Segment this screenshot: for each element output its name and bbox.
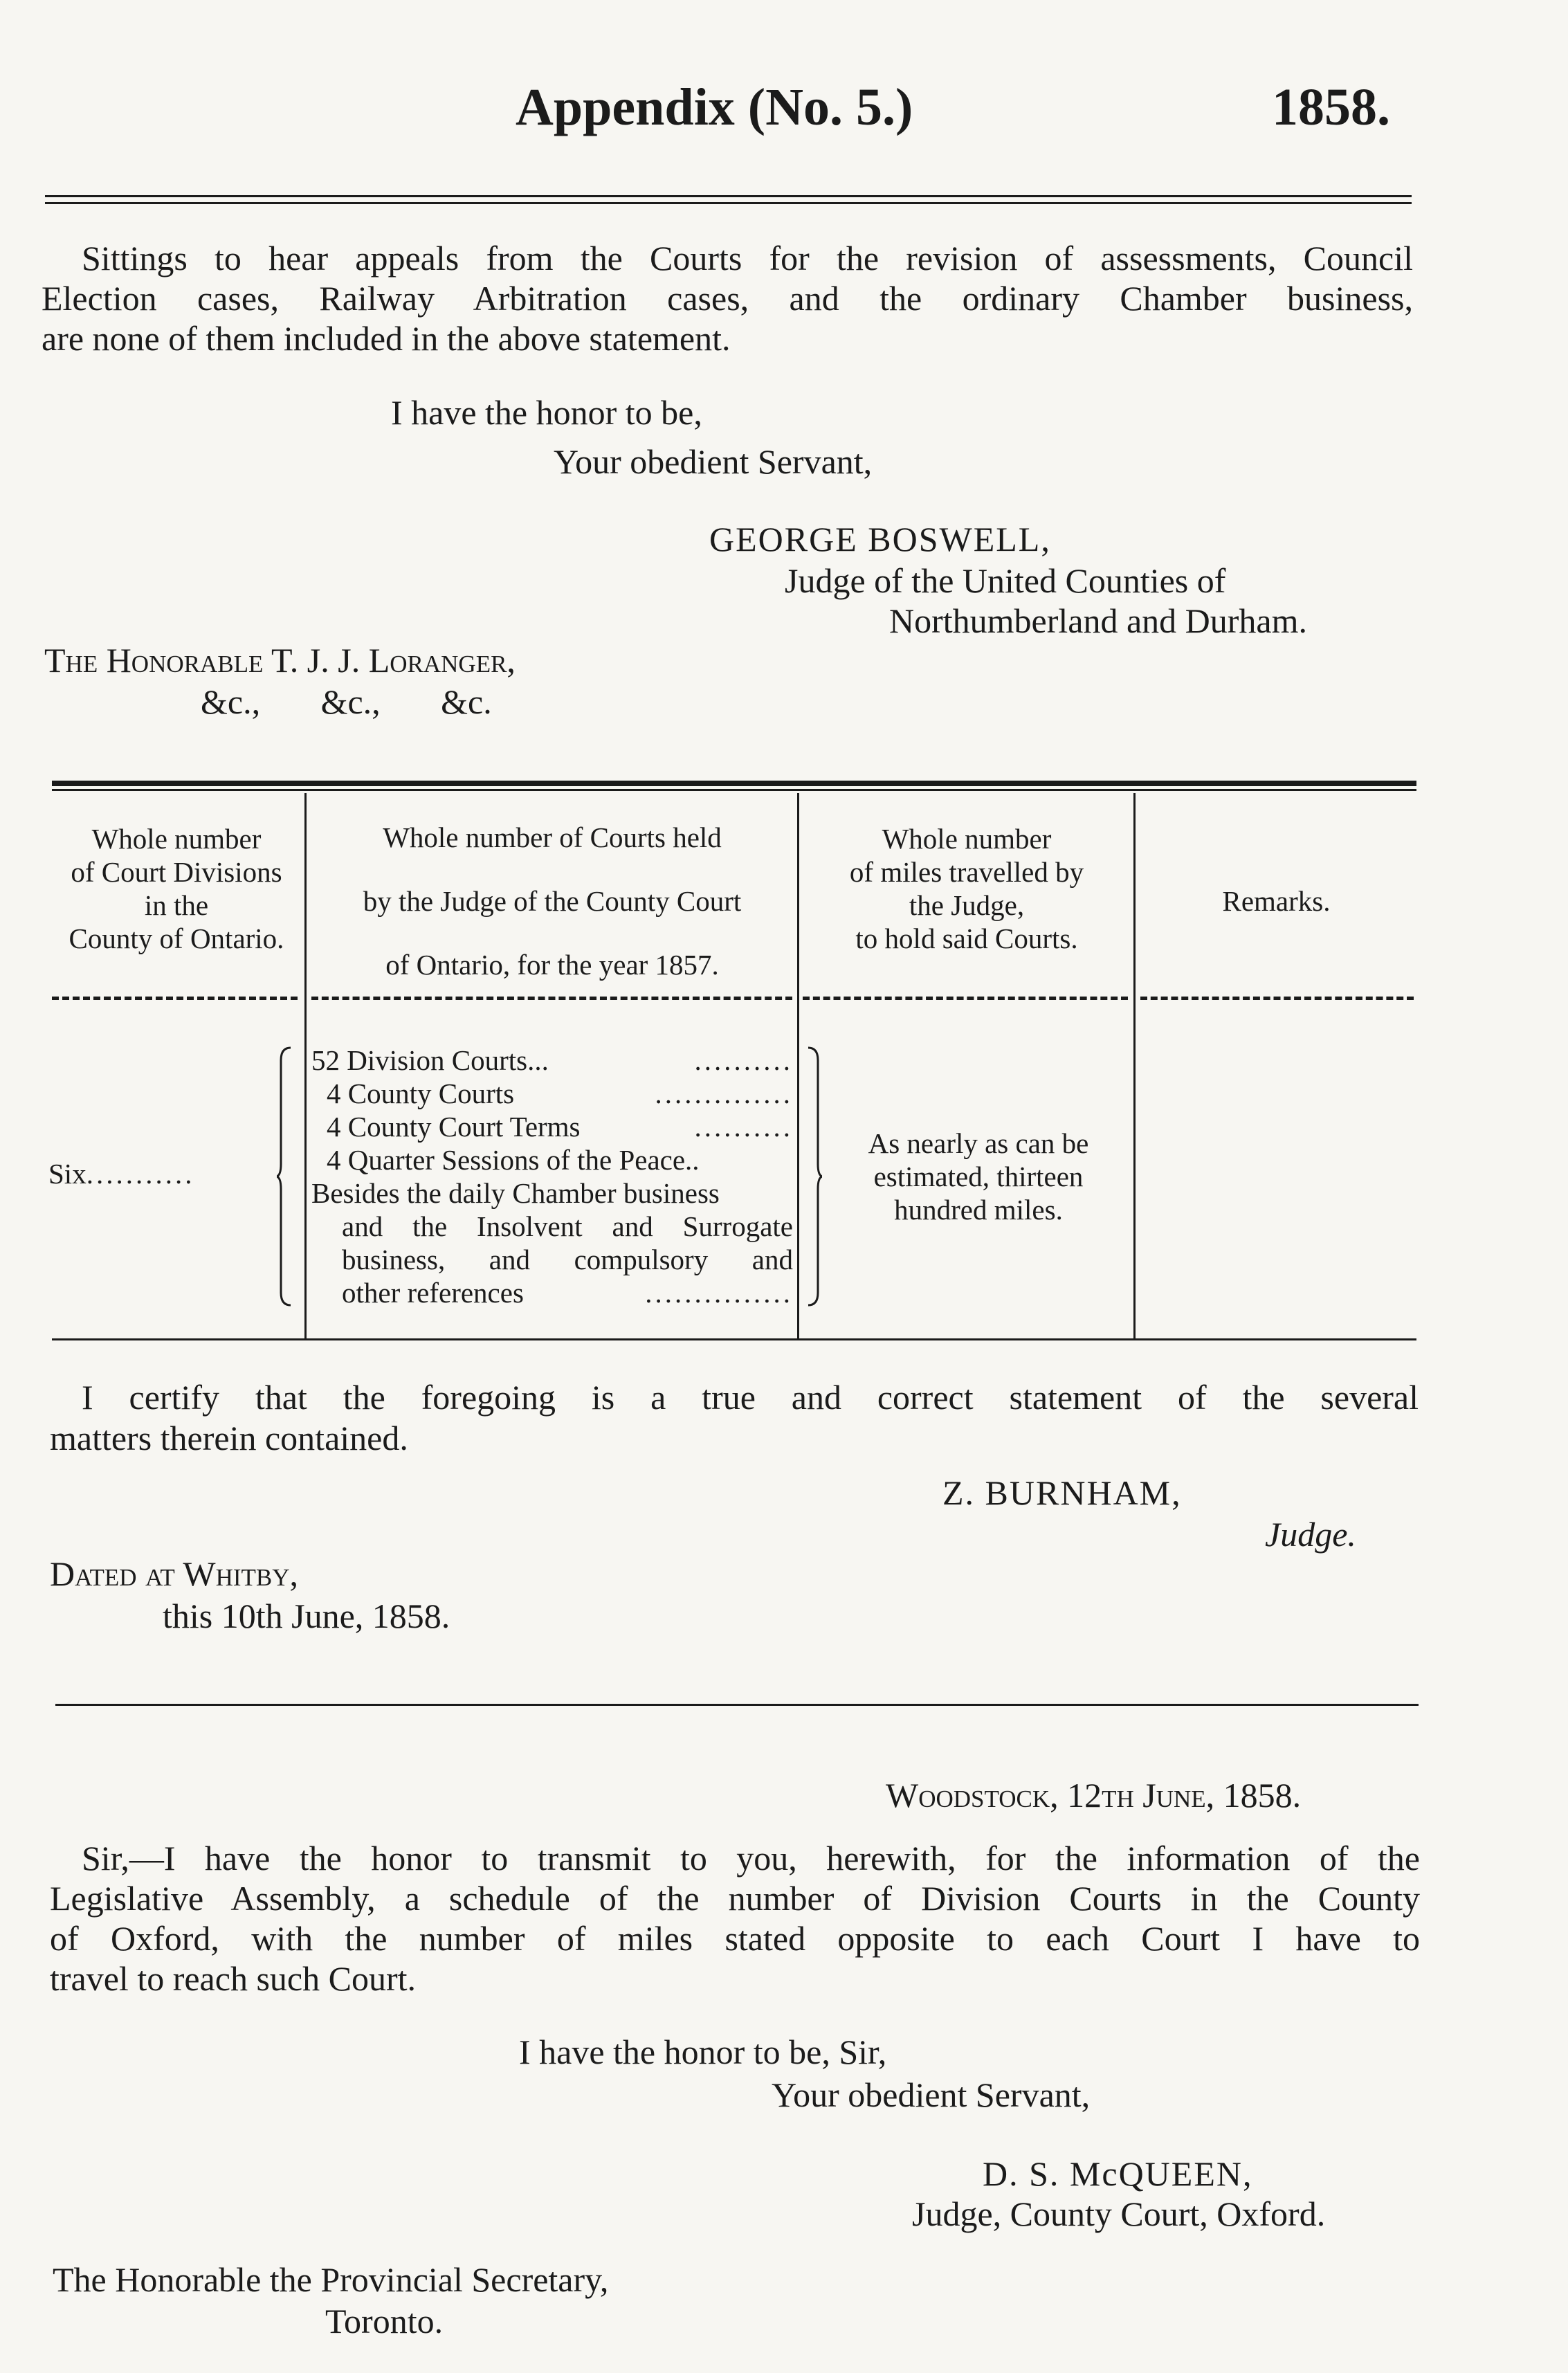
table-rule-bottom: [52, 1338, 1416, 1340]
page-year: 1858.: [1272, 78, 1390, 136]
intro-line-3: are none of them included in the above statement.: [42, 319, 731, 358]
letter1-signer: GEORGE BOSWELL,: [709, 520, 1051, 558]
certification-dated-2: this 10th June, 1858.: [163, 1597, 450, 1635]
table-rule-top-thick: [52, 781, 1416, 786]
letter1-addressee: The Honorable T. J. J. Loranger,: [44, 641, 516, 680]
letter1-closing-1: I have the honor to be,: [391, 393, 702, 432]
section-divider: [55, 1704, 1419, 1706]
certification-line-2: matters therein contained.: [50, 1419, 408, 1457]
cell-courts-held: 52 Division Courts... .......... 4 County Courts .............. 4 County Court Terms .......... 4 Quarter Sessions of the Peace.. Besides the daily Chamber business and the Insolvent and Surrogate business, and compulsory and other references ...............: [311, 1044, 793, 1309]
letter2-body-line-2: Legislative Assembly, a schedule of the number of Division Courts in the County: [50, 1879, 1420, 1918]
letter1-title-2: Northumberland and Durham.: [889, 601, 1308, 640]
certification-line-1: I certify that the foregoing is a true and correct statement of the several: [82, 1378, 1419, 1417]
table-col-divider-2: [797, 793, 799, 1340]
cell-miles-travelled: As nearly as can be estimated, thirteen hundred miles.: [868, 1127, 1089, 1226]
letter2-place-date: Woodstock, 12th June, 1858.: [886, 1776, 1302, 1815]
table-rule-top-thin: [52, 789, 1416, 791]
letter2-body-line-3: of Oxford, with the number of miles stated opposite to each Court I have to: [50, 1919, 1420, 1958]
certification-signer: Z. BURNHAM,: [942, 1473, 1182, 1512]
letter2-title: Judge, County Court, Oxford.: [912, 2194, 1326, 2233]
letter1-title-1: Judge of the United Counties of: [785, 561, 1226, 600]
col-header-court-divisions: Whole number of Court Divisions in the County of Ontario.: [69, 823, 284, 954]
certification-role: Judge.: [1265, 1515, 1356, 1554]
letter2-addressee-1: The Honorable the Provincial Secretary,: [53, 2260, 609, 2299]
page-title: Appendix (No. 5.): [516, 78, 913, 136]
letter2-body-line-1: Sir,—I have the honor to transmit to you, herewith, for the information of the: [82, 1839, 1420, 1878]
intro-line-2: Election cases, Railway Arbitration cases, and the ordinary Chamber business,: [42, 279, 1413, 318]
table-header-separator-3: [803, 997, 1128, 1000]
left-brace-icon: [277, 1046, 292, 1307]
table-header-separator-1: [52, 997, 298, 1000]
header-rule-top: [45, 195, 1412, 197]
certification-dated-1: Dated at Whitby,: [50, 1554, 299, 1593]
table-header-separator-2: [311, 997, 792, 1000]
letter2-body-line-4: travel to reach such Court.: [50, 1959, 416, 1998]
letter2-addressee-2: Toronto.: [325, 2302, 444, 2340]
col-header-remarks: Remarks.: [1222, 885, 1331, 917]
letter2-closing-1: I have the honor to be, Sir,: [519, 2033, 887, 2071]
letter1-etc: &c., &c., &c.: [201, 682, 492, 721]
table-header-separator-4: [1140, 997, 1414, 1000]
table-col-divider-1: [304, 793, 307, 1340]
cell-court-divisions: Six...........: [48, 1158, 195, 1190]
col-header-courts-held: Whole number of Courts held by the Judge of the County Court of Ontario, for the year 1857.: [363, 821, 742, 981]
letter2-signer: D. S. McQUEEN,: [983, 2154, 1253, 2193]
right-brace-icon: [807, 1046, 822, 1307]
letter1-closing-2: Your obedient Servant,: [554, 442, 873, 481]
intro-line-1: Sittings to hear appeals from the Courts for the revision of assessments, Council: [82, 239, 1413, 278]
header-rule-bottom: [45, 202, 1412, 204]
col-header-miles-travelled: Whole number of miles travelled by the Judge, to hold said Courts.: [849, 823, 1084, 954]
letter2-closing-2: Your obedient Servant,: [772, 2075, 1091, 2114]
table-col-divider-3: [1133, 793, 1136, 1340]
